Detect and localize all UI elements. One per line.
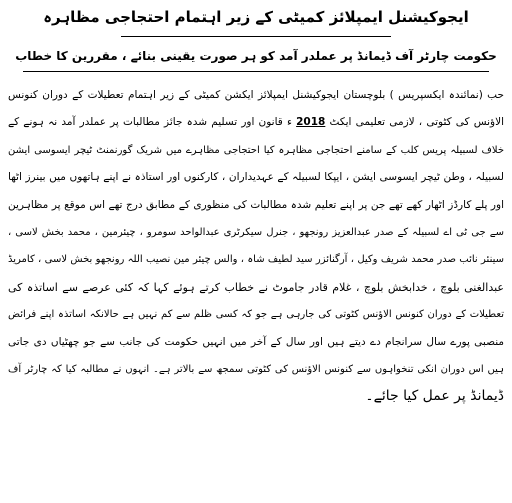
body-line-12: ڈیمانڈ پر عمل کیا جائے۔ xyxy=(365,388,504,405)
body-line-10: منصبی پورے سال سرانجام دے دیتے ہیں اور سال کے آخر میں انہیں حکومت کی جانب سے جو چھٹیاں دی جاتی xyxy=(8,335,504,348)
body-line-7: سینئر نائب صدر محمد شریف وکیل ، آرگنائزر سید لطیف شاہ ، والس چیئر مین نصیب اللہ رونجھو بخش لاسی ، کامریڈ xyxy=(8,254,504,266)
body-line-6: سے جی ٹی اے لسبیلہ کے صدر عبدالعزیز رونجھو ، جنرل سیکرٹری عبدالواحد سومرو ، چیئرمین ، محمد بخش لاسی ، xyxy=(8,226,504,238)
body-line-4: لسبیلہ ، وطن ٹیچر ایسوسی ایشن ، ایپکا لسبیلہ کے عہدیداران ، کارکنوں اور استاذہ نے اپنے ہاتھوں میں بینرز اٹھا xyxy=(8,171,504,184)
body-line-5: اور پلے کارڈز اٹھار کھے تھے جن پر اپنے تعلیم شدہ مطالبات کی منظوری کے مطابق درج تھے اس موقع پر مظاہرین xyxy=(8,198,504,211)
subheadline: حکومت چارٹر آف ڈیمانڈ پر عملدر آمد کو ہر صورت یقینی بنائے ، مقررین کا خطاب xyxy=(15,49,497,63)
body-line-8: عبدالغنی بلوچ ، خدابخش بلوچ ، غلام قادر جاموٹ نے خطاب کرتے ہوئے کہا کہ کئی عرصے سے اساتذہ کی xyxy=(8,280,504,294)
headline: ایجوکیشنل ایمپلائز کمیٹی کے زیر اہتمام احتجاجی مظاہرہ xyxy=(43,8,469,26)
article-body xyxy=(8,82,504,411)
body-line-3: خلاف لسبیلہ پریس کلب کے سامنے احتجاجی مظاہرہ کیا احتجاجی مظاہرے میں شریک گورنمنٹ ٹیچر ایسوسی ایشن xyxy=(8,144,504,156)
body-line-2: الاؤنس کی کٹوتی ، لازمی تعلیمی ایکٹ 2018 ء قانون اور تسلیم شدہ جائز مطالبات پر عملدر آمد نہ ہونے کے xyxy=(8,116,504,129)
headline-divider xyxy=(121,36,391,37)
body-line-11: ہیں اس دوران انکی تنخواہوں سے کنونس الاؤنس کی کٹوتی سمجھ سے بالاتر ہے۔ انہوں نے مطالبہ کیا کہ چارٹر آف xyxy=(8,363,504,375)
subheadline-divider xyxy=(23,71,489,72)
body-line-9: تعطیلات کے دوران کنونس الاؤنس کٹوتی کی جارہی ہے جو کہ کسی ظلم سے کم نہیں ہے حالانکہ اساتذہ اپنے فرائض xyxy=(8,309,504,321)
body-line-1: حب (نمائندہ ایکسپریس ) بلوچستان ایجوکیشنل ایمپلائز ایکشن کمیٹی کے زیر اہتمام تعطیلات کے دوران کنونس xyxy=(8,89,504,101)
year-number: 2018 xyxy=(296,116,326,129)
